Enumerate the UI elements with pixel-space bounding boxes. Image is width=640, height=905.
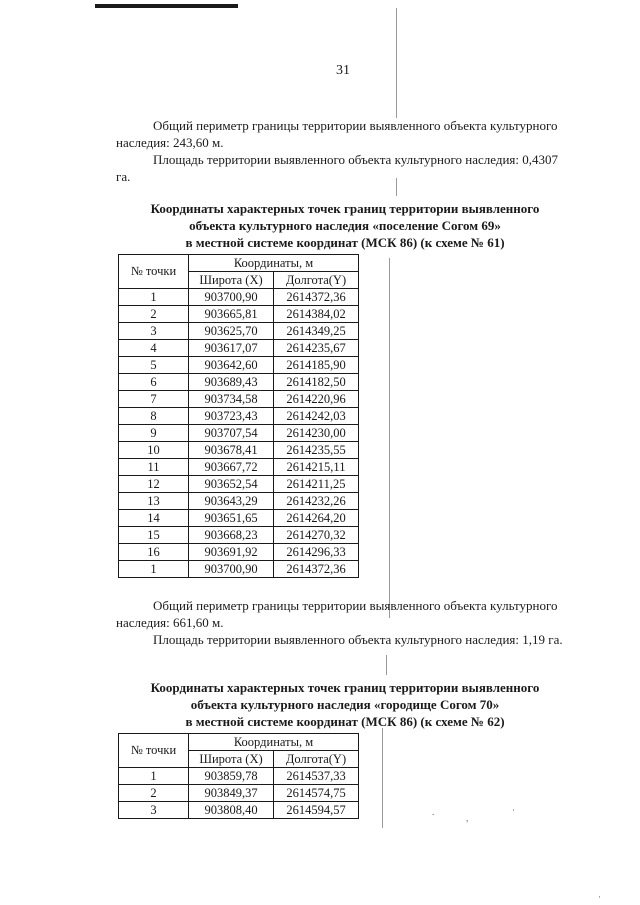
scan-artifact-line [386, 655, 387, 675]
latitude-cell: 903723,43 [189, 408, 274, 425]
area-paragraph-2 [116, 631, 574, 648]
latitude-cell: 903625,70 [189, 323, 274, 340]
longitude-cell: 2614264,20 [274, 510, 359, 527]
longitude-cell: 2614270,32 [274, 527, 359, 544]
latitude-cell: 903665,81 [189, 306, 274, 323]
table-row [119, 544, 359, 561]
scan-speck: · [598, 892, 601, 902]
latitude-cell: 903849,37 [189, 785, 274, 802]
table2-heading-line: в местной системе координат (МСК 86) (к схеме № 62) [185, 714, 505, 729]
table1-heading-line: Координаты характерных точек границ территории выявленного [150, 201, 540, 216]
header-latitude: Широта (X) [189, 751, 274, 768]
point-number-cell: 15 [119, 527, 189, 544]
point-number-cell: 8 [119, 408, 189, 425]
point-number-cell: 2 [119, 785, 189, 802]
table-row [119, 802, 359, 819]
table-row [119, 323, 359, 340]
point-number-cell: 1 [119, 289, 189, 306]
coordinates-table-1 [118, 254, 359, 578]
latitude-cell: 903808,40 [189, 802, 274, 819]
point-number-cell: 14 [119, 510, 189, 527]
longitude-cell: 2614185,90 [274, 357, 359, 374]
longitude-cell: 2614220,96 [274, 391, 359, 408]
point-number-cell: 5 [119, 357, 189, 374]
header-longitude: Долгота(Y) [274, 272, 359, 289]
table-row [119, 476, 359, 493]
table2-heading-line: объекта культурного наследия «городище Согом 70» [190, 697, 500, 712]
longitude-cell: 2614211,25 [274, 476, 359, 493]
longitude-cell: 2614296,33 [274, 544, 359, 561]
longitude-cell: 2614594,57 [274, 802, 359, 819]
point-number-cell: 7 [119, 391, 189, 408]
latitude-cell: 903667,72 [189, 459, 274, 476]
scan-artifact-line [389, 258, 390, 618]
table-row [119, 306, 359, 323]
longitude-cell: 2614235,67 [274, 340, 359, 357]
table-row [119, 768, 359, 785]
table1-heading [100, 200, 590, 251]
scan-speck: . [432, 807, 435, 817]
scan-speck: · [512, 805, 515, 815]
longitude-cell: 2614242,03 [274, 408, 359, 425]
header-point: № точки [119, 734, 189, 768]
longitude-cell: 2614232,26 [274, 493, 359, 510]
point-number-cell: 3 [119, 802, 189, 819]
point-number-cell: 2 [119, 306, 189, 323]
table-row [119, 408, 359, 425]
point-number-cell: 6 [119, 374, 189, 391]
table1-heading-line: объекта культурного наследия «поселение Согом 69» [189, 218, 501, 233]
longitude-cell: 2614372,36 [274, 289, 359, 306]
longitude-cell: 2614349,25 [274, 323, 359, 340]
top-rule [95, 4, 238, 8]
latitude-cell: 903652,54 [189, 476, 274, 493]
point-number-cell: 9 [119, 425, 189, 442]
longitude-cell: 2614384,02 [274, 306, 359, 323]
table-row [119, 340, 359, 357]
page-number: 31 [336, 63, 350, 78]
longitude-cell: 2614215,11 [274, 459, 359, 476]
point-number-cell: 1 [119, 561, 189, 578]
latitude-cell: 903859,78 [189, 768, 274, 785]
longitude-cell: 2614372,36 [274, 561, 359, 578]
table-row [119, 442, 359, 459]
table-row [119, 289, 359, 306]
table-row [119, 357, 359, 374]
longitude-cell: 2614230,00 [274, 425, 359, 442]
area-paragraph-1 [116, 151, 574, 185]
latitude-cell: 903707,54 [189, 425, 274, 442]
header-coords: Координаты, м [189, 255, 359, 272]
point-number-cell: 16 [119, 544, 189, 561]
table2-heading [100, 679, 590, 730]
table-row [119, 374, 359, 391]
table-row [119, 510, 359, 527]
table1-body [119, 289, 359, 578]
table2-body [119, 768, 359, 819]
latitude-cell: 903643,29 [189, 493, 274, 510]
latitude-cell: 903668,23 [189, 527, 274, 544]
longitude-cell: 2614574,75 [274, 785, 359, 802]
perimeter-paragraph-2 [116, 597, 574, 631]
perimeter-text-2: Общий периметр границы территории выявленного объекта культурного наследия: 661,60 м. [116, 598, 558, 630]
header-longitude: Долгота(Y) [274, 751, 359, 768]
latitude-cell: 903691,92 [189, 544, 274, 561]
point-number-cell: 12 [119, 476, 189, 493]
latitude-cell: 903642,60 [189, 357, 274, 374]
latitude-cell: 903617,07 [189, 340, 274, 357]
latitude-cell: 903700,90 [189, 289, 274, 306]
table-row [119, 391, 359, 408]
table-row [119, 785, 359, 802]
table-row [119, 425, 359, 442]
longitude-cell: 2614182,50 [274, 374, 359, 391]
table-row [119, 493, 359, 510]
latitude-cell: 903651,65 [189, 510, 274, 527]
scan-artifact-line [382, 728, 383, 828]
longitude-cell: 2614537,33 [274, 768, 359, 785]
area-text-2: Площадь территории выявленного объекта культурного наследия: 1,19 га. [153, 632, 563, 647]
point-number-cell: 13 [119, 493, 189, 510]
point-number-cell: 1 [119, 768, 189, 785]
perimeter-paragraph-1 [116, 117, 574, 151]
header-latitude: Широта (X) [189, 272, 274, 289]
table-row [119, 459, 359, 476]
point-number-cell: 10 [119, 442, 189, 459]
scan-speck: , [466, 813, 469, 823]
point-number-cell: 4 [119, 340, 189, 357]
point-number-cell: 11 [119, 459, 189, 476]
table1-heading-line: в местной системе координат (МСК 86) (к схеме № 61) [185, 235, 505, 250]
longitude-cell: 2614235,55 [274, 442, 359, 459]
latitude-cell: 903689,43 [189, 374, 274, 391]
header-point: № точки [119, 255, 189, 289]
table-row [119, 561, 359, 578]
latitude-cell: 903678,41 [189, 442, 274, 459]
area-text-1: Площадь территории выявленного объекта культурного наследия: 0,4307 га. [116, 152, 559, 184]
latitude-cell: 903700,90 [189, 561, 274, 578]
scan-artifact-line [396, 8, 397, 118]
header-coords: Координаты, м [189, 734, 359, 751]
latitude-cell: 903734,58 [189, 391, 274, 408]
coordinates-table-2 [118, 733, 359, 819]
table2-heading-line: Координаты характерных точек границ территории выявленного [150, 680, 540, 695]
table-row [119, 527, 359, 544]
perimeter-text-1: Общий периметр границы территории выявленного объекта культурного наследия: 243,60 м. [116, 118, 558, 150]
point-number-cell: 3 [119, 323, 189, 340]
